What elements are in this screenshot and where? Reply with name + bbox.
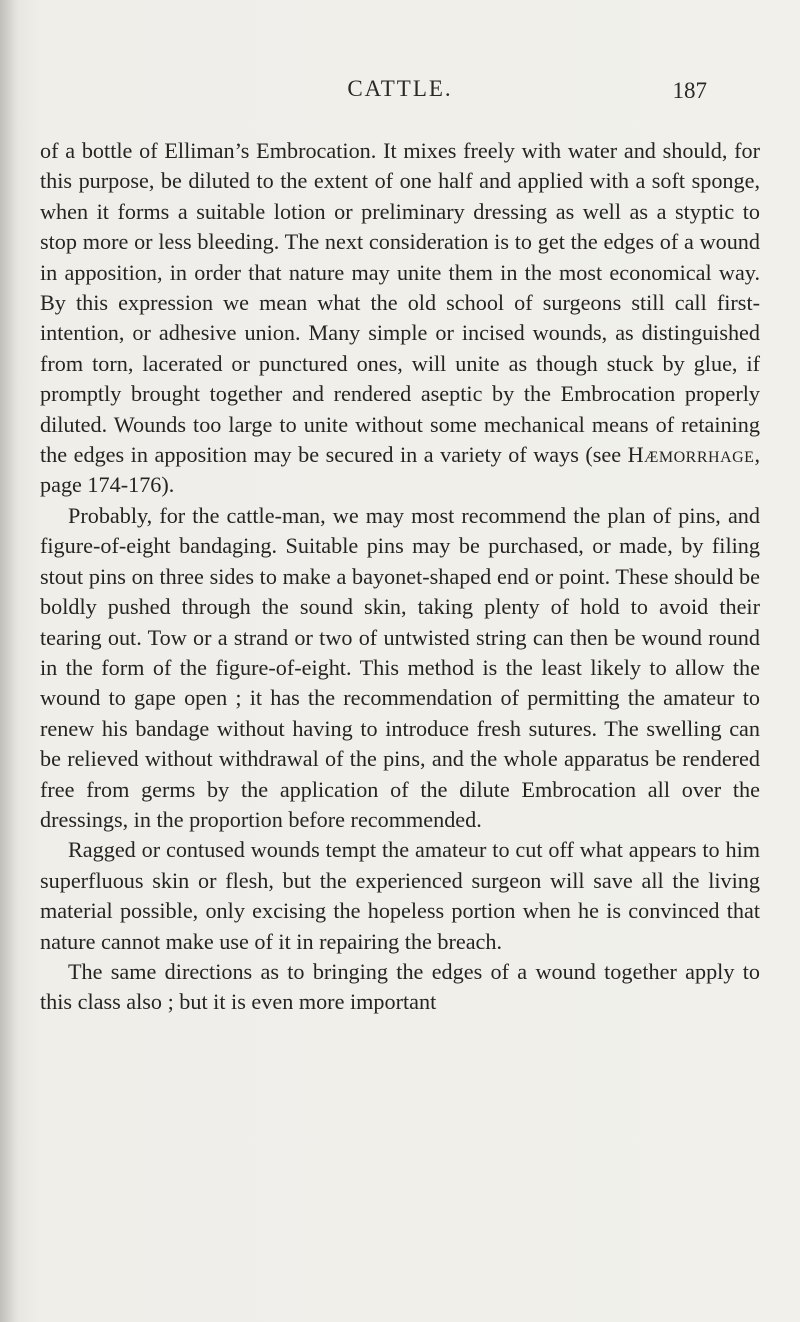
body-text: [40, 136, 760, 1018]
haemorrhage-reference: Hæmorrhage: [627, 442, 755, 468]
paragraph-2: Probably, for the cattle-man, we may most recommend the plan of pins, and figure-of-eight bandaging. Suitable pins may be purchased, or made, by filing stout pins on three sides to make a bayonet-shaped end or point. These should be boldly pushed through the sound skin, taking plenty of hold to avoid their tearing out. Tow or a strand or two of untwisted string can then be wound round in the form of the figure-of-eight. This method is the least likely to allow the wound to gape open ; it has the recommendation of permitting the amateur to renew his bandage without having to introduce fresh sutures. The swelling can be relieved without withdrawal of the pins, and the whole apparatus be rendered free from germs by the application of the dilute Embrocation all over the dressings, in the proportion before recommended.: [40, 502, 760, 832]
paragraph-1: [40, 136, 760, 501]
spine-shadow: [0, 0, 18, 1322]
paragraph-4: The same directions as to bringing the edges of a wound together apply to this class also ; but it is even more important: [40, 958, 760, 1015]
paragraph-3: Ragged or contused wounds tempt the amateur to cut off what appears to him superfluous skin or flesh, but the experienced surgeon will save all the living material possible, only excising the hopeless portion when he is convinced that nature cannot make use of it in repairing the breach.: [40, 837, 760, 954]
running-header: [0, 76, 800, 110]
paragraph-1-text: of a bottle of Elliman’s Embrocation. It mixes freely with water and should, for this purpose, be diluted to the extent of one half and applied with a soft sponge, when it forms a suitable lotion or preliminary dressing as well as a styptic to stop more or less bleeding. The next consideration is to get the edges of a wound in apposition, in order that nature may unite them in the most economical way. By this expression we mean what the old school of surgeons still call first-intention, or adhesive union. Many simple or incised wounds, as distinguished from torn, lacerated or punctured ones, will unite as though stuck by glue, if promptly brought together and rendered aseptic by the Embrocation properly diluted. Wounds too large to unite without some mechanical means of retaining the edges in apposition may be secured in a variety of ways (see: [40, 138, 760, 468]
page-number: 187: [672, 78, 707, 103]
paragraph-1-tail: , page 174-176).: [40, 442, 760, 498]
running-title: CATTLE.: [347, 76, 453, 101]
